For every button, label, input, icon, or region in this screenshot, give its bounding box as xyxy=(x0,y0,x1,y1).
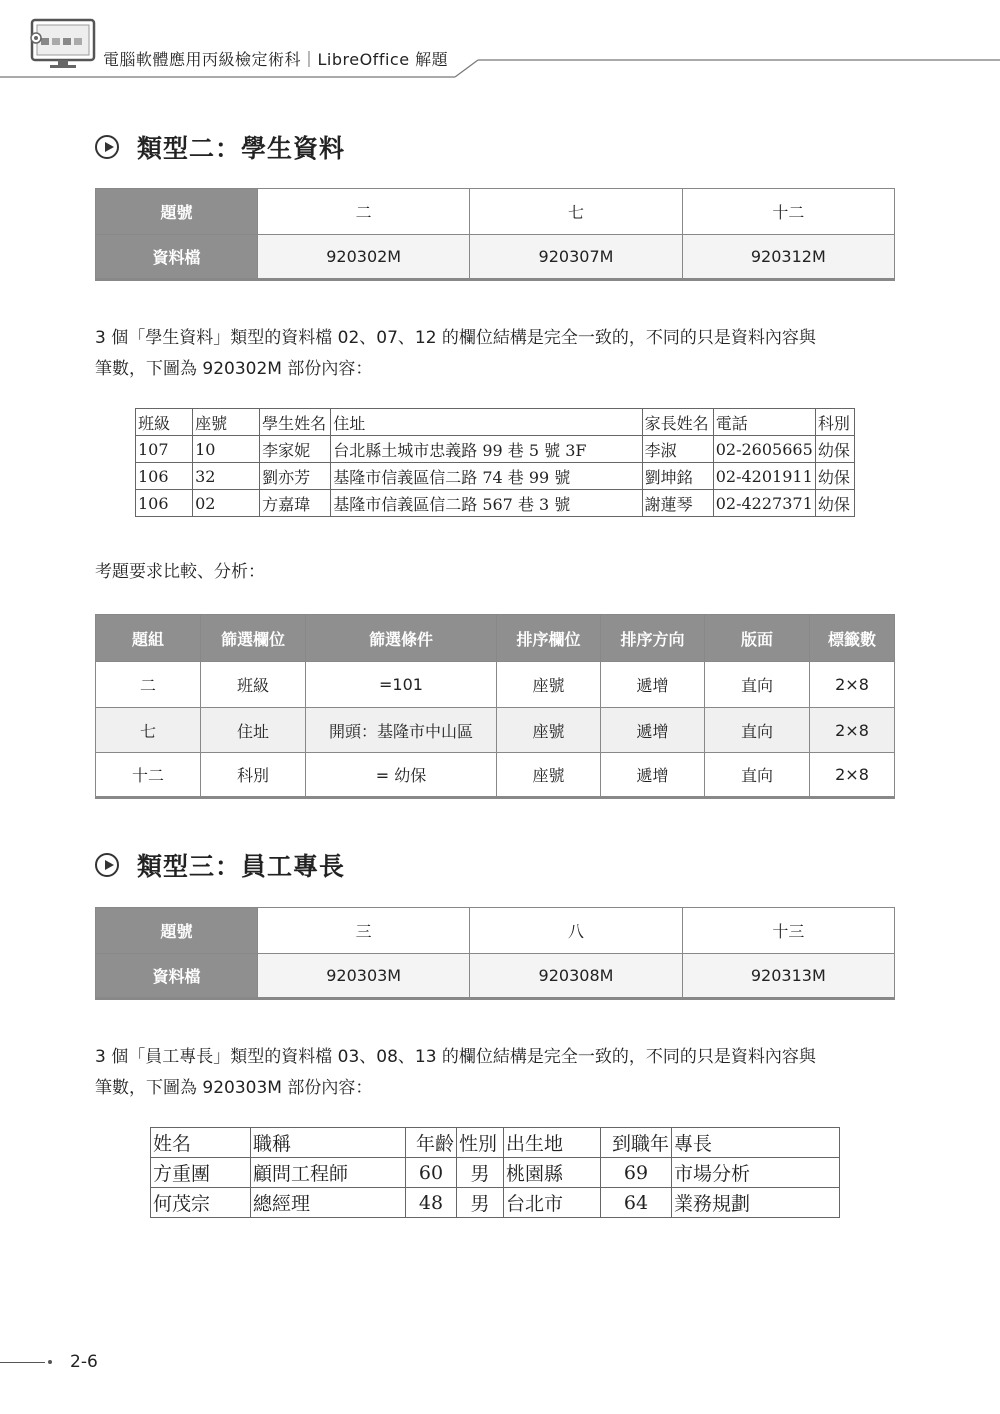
cell: 班級 xyxy=(201,662,306,708)
cell: 科別 xyxy=(201,753,306,798)
table-row xyxy=(136,490,855,517)
table-row xyxy=(151,1158,840,1188)
cell: 座號 xyxy=(497,662,601,708)
cell: 市場分析 xyxy=(672,1158,840,1188)
table-row xyxy=(96,662,895,708)
column-header: 版面 xyxy=(705,615,810,662)
row-label: 資料檔 xyxy=(96,954,258,999)
column-header: 電話 xyxy=(713,409,815,436)
cell: 顧問工程師 xyxy=(251,1158,406,1188)
cell: 座號 xyxy=(497,708,601,753)
section-title-text: 類型三：員工專長 xyxy=(137,852,346,881)
cell: 69 xyxy=(601,1158,672,1188)
cell: 32 xyxy=(193,463,260,490)
page-number: 2-6 xyxy=(70,1352,98,1372)
cell: 開頭：基隆市中山區 xyxy=(306,708,497,753)
paragraph-line: 3 個「學生資料」類型的資料檔 02、07、12 的欄位結構是完全一致的，不同的只是資料內容與 xyxy=(95,328,816,348)
cell: 男 xyxy=(457,1158,504,1188)
section-title-employee-skills xyxy=(95,847,345,883)
table-row xyxy=(136,463,855,490)
cell: 60 xyxy=(406,1158,457,1188)
column-header: 年齡 xyxy=(406,1128,457,1158)
cell: 106 xyxy=(136,490,193,517)
column-header: 到職年 xyxy=(601,1128,672,1158)
page-header xyxy=(0,0,1000,80)
question-number: 八 xyxy=(470,908,682,954)
footer-rule xyxy=(0,1362,45,1363)
cell: 二 xyxy=(96,662,201,708)
column-header: 住址 xyxy=(331,409,642,436)
question-number: 七 xyxy=(470,189,682,235)
table-row xyxy=(96,708,895,753)
requirement-compare-table xyxy=(95,614,895,799)
section-title-student-data xyxy=(95,129,345,165)
row-label: 題號 xyxy=(96,908,258,954)
cell: 幼保 xyxy=(815,490,854,517)
row-label: 題號 xyxy=(96,189,258,235)
paragraph-line: 筆數，下圖為 920303M 部份內容： xyxy=(95,1078,373,1098)
column-header: 學生姓名 xyxy=(260,409,331,436)
cell: 總經理 xyxy=(251,1188,406,1218)
column-header: 篩選條件 xyxy=(306,615,497,662)
data-file: 920303M xyxy=(258,954,470,999)
cell: = 幼保 xyxy=(306,753,497,798)
footer-dot xyxy=(48,1360,52,1364)
cell: 直向 xyxy=(705,753,810,798)
cell: 106 xyxy=(136,463,193,490)
cell: 遞增 xyxy=(601,662,705,708)
question-number: 三 xyxy=(258,908,470,954)
table-header-row xyxy=(96,615,895,662)
table-row xyxy=(151,1188,840,1218)
column-header: 排序方向 xyxy=(601,615,705,662)
cell: 謝蓮琴 xyxy=(642,490,713,517)
column-header: 性別 xyxy=(457,1128,504,1158)
student-sample-table xyxy=(135,408,855,517)
column-header: 排序欄位 xyxy=(497,615,601,662)
table-row xyxy=(96,753,895,798)
cell: 2×8 xyxy=(810,708,895,753)
question-number: 十二 xyxy=(682,189,894,235)
cell: 10 xyxy=(193,436,260,463)
cell: 遞增 xyxy=(601,708,705,753)
column-header: 職稱 xyxy=(251,1128,406,1158)
cell: 基隆市信義區信二路 74 巷 99 號 xyxy=(331,463,642,490)
cell: 劉亦芳 xyxy=(260,463,331,490)
question-file-table xyxy=(95,907,895,1000)
play-circle-icon xyxy=(95,135,119,159)
header-rule xyxy=(0,0,1000,80)
table-row xyxy=(136,436,855,463)
cell: 劉坤銘 xyxy=(642,463,713,490)
data-file: 920312M xyxy=(682,235,894,280)
paragraph-line: 3 個「員工專長」類型的資料檔 03、08、13 的欄位結構是完全一致的，不同的只是資料內容與 xyxy=(95,1047,816,1067)
question-file-table xyxy=(95,188,895,281)
cell: 幼保 xyxy=(815,463,854,490)
cell: 2×8 xyxy=(810,662,895,708)
section-title-text: 類型二：學生資料 xyxy=(137,134,346,163)
data-file: 920302M xyxy=(258,235,470,280)
cell: 李家妮 xyxy=(260,436,331,463)
table-header-row xyxy=(136,409,855,436)
paragraph xyxy=(95,1042,905,1104)
column-header: 標籤數 xyxy=(810,615,895,662)
paragraph-line: 筆數，下圖為 920302M 部份內容： xyxy=(95,359,373,379)
cell: 男 xyxy=(457,1188,504,1218)
column-header: 專長 xyxy=(672,1128,840,1158)
cell: 座號 xyxy=(497,753,601,798)
cell: 方嘉瑋 xyxy=(260,490,331,517)
data-file: 920307M xyxy=(470,235,682,280)
cell: 02-4201911 xyxy=(713,463,815,490)
table-header-row xyxy=(151,1128,840,1158)
column-header: 篩選欄位 xyxy=(201,615,306,662)
column-header: 題組 xyxy=(96,615,201,662)
cell: 業務規劃 xyxy=(672,1188,840,1218)
paragraph xyxy=(95,323,905,385)
question-number: 十三 xyxy=(682,908,894,954)
cell: 基隆市信義區信二路 567 巷 3 號 xyxy=(331,490,642,517)
column-header: 科別 xyxy=(815,409,854,436)
cell: 直向 xyxy=(705,708,810,753)
cell: 64 xyxy=(601,1188,672,1218)
play-circle-icon xyxy=(95,853,119,877)
cell: 幼保 xyxy=(815,436,854,463)
column-header: 出生地 xyxy=(504,1128,601,1158)
cell: 48 xyxy=(406,1188,457,1218)
cell: 107 xyxy=(136,436,193,463)
question-number: 二 xyxy=(258,189,470,235)
cell: 02-2605665 xyxy=(713,436,815,463)
compare-label: 考題要求比較、分析： xyxy=(95,562,265,582)
cell: 七 xyxy=(96,708,201,753)
column-header: 班級 xyxy=(136,409,193,436)
cell: 桃園縣 xyxy=(504,1158,601,1188)
cell: 李淑 xyxy=(642,436,713,463)
cell: 02-4227371 xyxy=(713,490,815,517)
data-file: 920308M xyxy=(470,954,682,999)
cell: 遞增 xyxy=(601,753,705,798)
column-header: 家長姓名 xyxy=(642,409,713,436)
cell: 住址 xyxy=(201,708,306,753)
cell: 台北市 xyxy=(504,1188,601,1218)
cell: 2×8 xyxy=(810,753,895,798)
row-label: 資料檔 xyxy=(96,235,258,280)
cell: =101 xyxy=(306,662,497,708)
cell: 方重團 xyxy=(151,1158,251,1188)
employee-sample-table xyxy=(150,1127,840,1218)
cell: 何茂宗 xyxy=(151,1188,251,1218)
data-file: 920313M xyxy=(682,954,894,999)
header-title: 電腦軟體應用丙級檢定術科｜LibreOffice 解題 xyxy=(103,50,449,69)
cell: 十二 xyxy=(96,753,201,798)
column-header: 座號 xyxy=(193,409,260,436)
cell: 台北縣土城市忠義路 99 巷 5 號 3F xyxy=(331,436,642,463)
cell: 02 xyxy=(193,490,260,517)
column-header: 姓名 xyxy=(151,1128,251,1158)
cell: 直向 xyxy=(705,662,810,708)
